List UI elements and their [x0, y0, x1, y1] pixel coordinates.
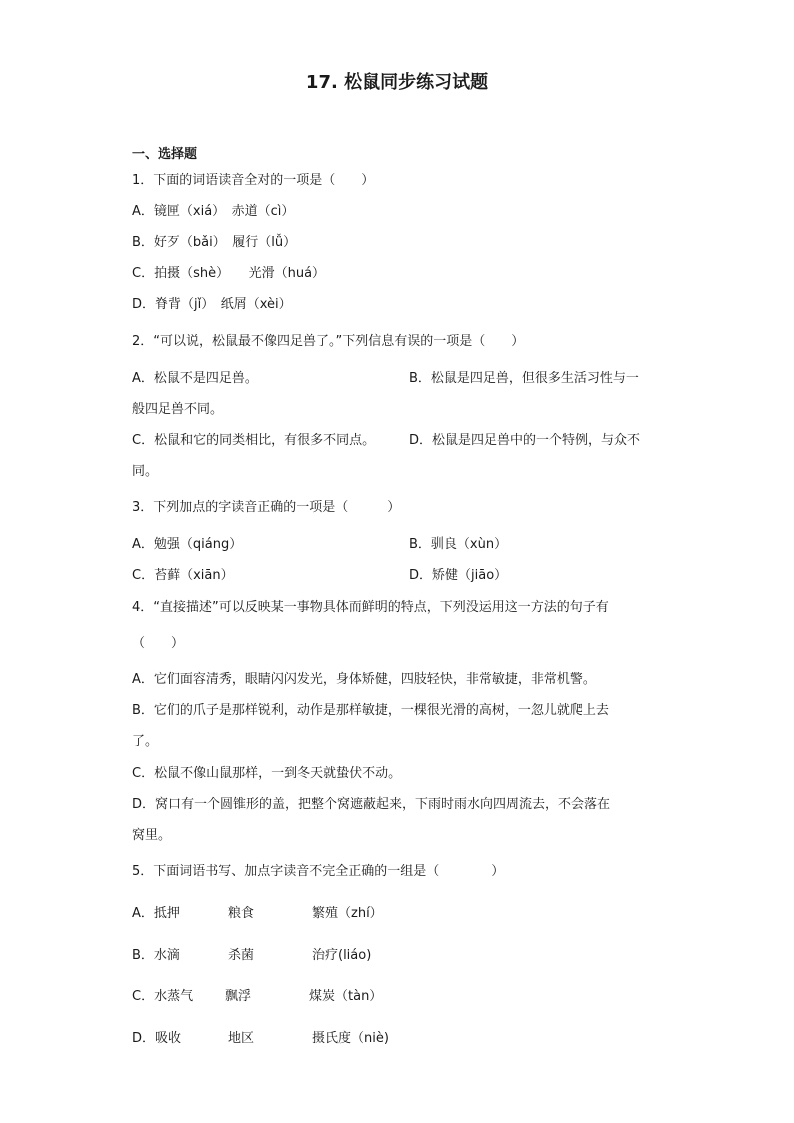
- q5-option-b-label: B．水滴: [132, 948, 180, 963]
- page-title: 17. 松鼠同步练习试题: [305, 72, 489, 93]
- q3-stem: 3．下列加点的字读音正确的一项是（ ）: [132, 500, 401, 515]
- q5-option-a-word3: 繁殖（zhí）: [312, 906, 383, 921]
- q1-option-d: D．脊背（jǐ） 纸屑（xèi）: [132, 297, 292, 312]
- q4-option-d-line2: 窝里。: [132, 828, 172, 843]
- q2-option-b-line2: 般四足兽不同。: [132, 402, 224, 417]
- q4-option-c: C．松鼠不像山鼠那样，一到冬天就蛰伏不动。: [132, 766, 402, 781]
- q5-option-d-word2: 地区: [228, 1031, 255, 1046]
- q5-option-d-word3: 摄氏度（niè): [312, 1031, 389, 1046]
- q2-option-c: C．松鼠和它的同类相比，有很多不同点。: [132, 433, 376, 448]
- q2-option-d-line1: D．松鼠是四足兽中的一个特例，与众不: [409, 433, 641, 448]
- q4-stem-line1: 4．“直接描述”可以反映某一事物具体而鲜明的特点，下列没运用这一方法的句子有: [132, 600, 609, 615]
- q5-option-d-label: D．吸收: [132, 1031, 182, 1046]
- q4-option-d-line1: D．窝口有一个圆锥形的盖，把整个窝遮蔽起来，下雨时雨水向四周流去，不会落在: [132, 797, 611, 812]
- q4-option-b-line2: 了。: [132, 734, 159, 749]
- q3-option-c: C．苔藓（xiān）: [132, 568, 234, 583]
- q5-option-c-word3: 煤炭（tàn）: [309, 989, 383, 1004]
- q5-stem: 5．下面词语书写、加点字读音不完全正确的一组是（ ）: [132, 864, 505, 879]
- q5-option-c-word2: 飘浮: [225, 989, 252, 1004]
- q5-option-c-label: C．水蒸气: [132, 989, 194, 1004]
- q2-option-a: A．松鼠不是四足兽。: [132, 371, 258, 386]
- q1-option-a: A．镜匣（xiá） 赤道（cì）: [132, 204, 295, 219]
- q4-option-a: A．它们面容清秀，眼睛闪闪发光，身体矫健，四肢轻快，非常敏捷，非常机警。: [132, 672, 596, 687]
- q4-stem-line2: （ ）: [132, 636, 185, 651]
- q2-stem: 2．“可以说，松鼠最不像四足兽了。”下列信息有误的一项是（ ）: [132, 334, 525, 349]
- q2-option-d-line2: 同。: [132, 464, 159, 479]
- q1-option-b: B．好歹（bǎi） 履行（lǚ）: [132, 235, 297, 250]
- q3-option-d: D．矫健（jiāo）: [409, 568, 508, 583]
- q4-option-b-line1: B．它们的爪子是那样锐利，动作是那样敏捷，一棵很光滑的高树，一忽儿就爬上去: [132, 703, 609, 718]
- q2-option-b-line1: B．松鼠是四足兽，但很多生活习性与一: [409, 371, 639, 386]
- q3-option-b: B．驯良（xùn）: [409, 537, 508, 552]
- section-heading: 一、选择题: [132, 147, 198, 162]
- q5-option-a-word2: 粮食: [228, 906, 255, 921]
- q1-stem: 1．下面的词语读音全对的一项是（ ）: [132, 173, 375, 188]
- q5-option-b-word2: 杀菌: [228, 948, 255, 963]
- q5-option-a-label: A．抵押: [132, 906, 180, 921]
- q5-option-b-word3: 治疗(liáo): [312, 948, 372, 963]
- q1-option-c: C．拍摄（shè） 光滑（huá）: [132, 266, 326, 281]
- q3-option-a: A．勉强（qiáng）: [132, 537, 243, 552]
